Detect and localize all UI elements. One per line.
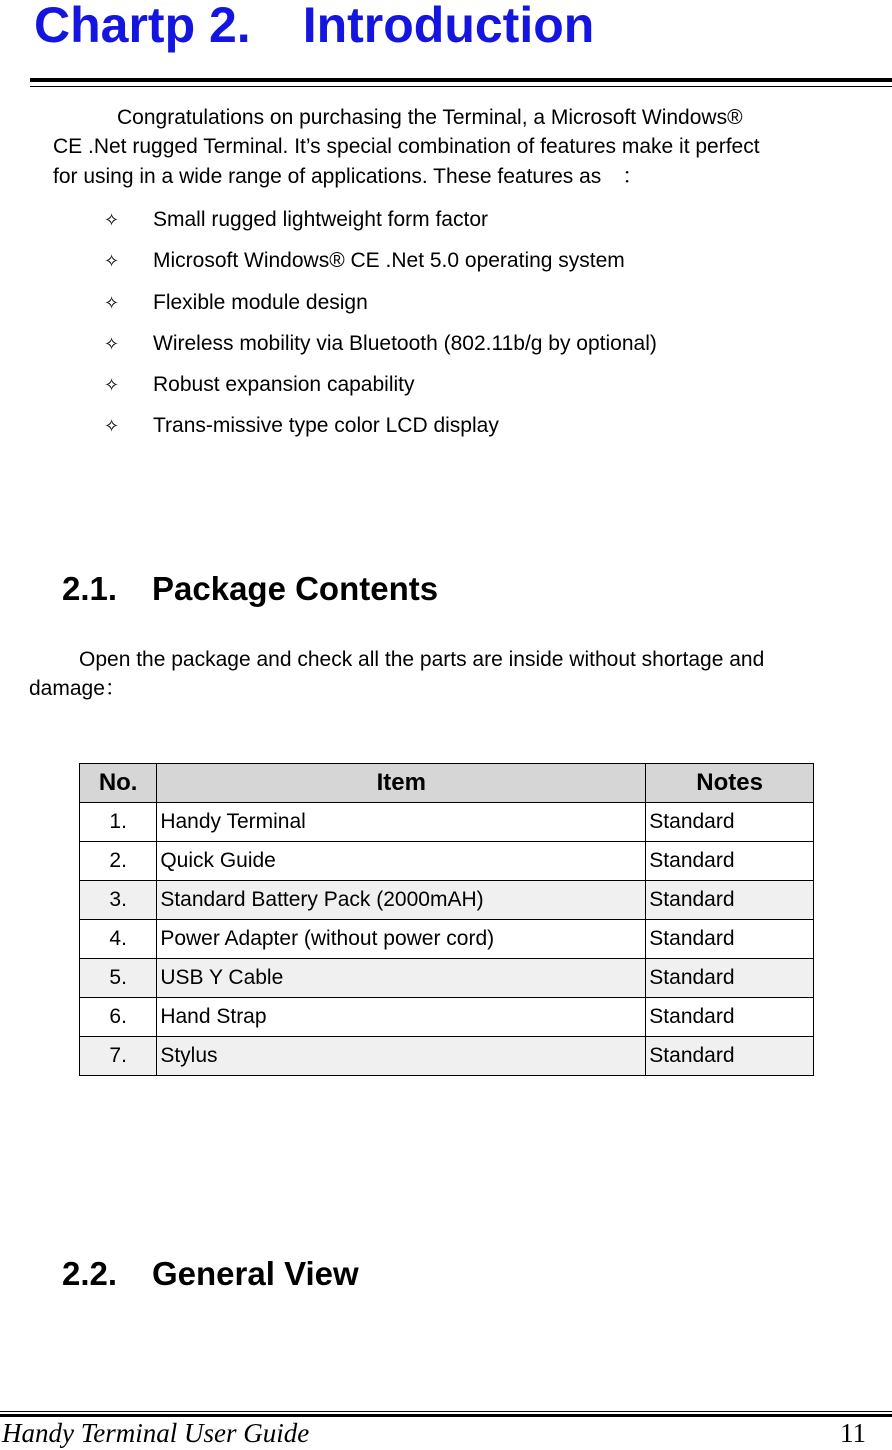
title-rule-thick (30, 78, 892, 82)
section-number: 2.1. (62, 570, 118, 607)
package-text-line-2: damage： (29, 677, 126, 700)
cell-notes: Standard (646, 842, 814, 881)
cell-no: 6. (80, 998, 157, 1037)
footer-rule-thick (0, 1414, 892, 1417)
cell-notes: Standard (646, 881, 814, 920)
feature-text: Flexible module design (153, 291, 368, 314)
cell-item: Stylus (157, 1037, 646, 1076)
feature-text: Wireless mobility via Bluetooth (802.11b/g by optional) (153, 332, 657, 355)
bullet-icon: ✧ (104, 334, 120, 355)
bullet-icon: ✧ (104, 251, 120, 272)
cell-notes: Standard (646, 1037, 814, 1076)
bullet-icon: ✧ (104, 210, 120, 231)
header-no: No. (80, 764, 157, 803)
package-text-line-1: Open the package and check all the parts are inside without shortage and (79, 648, 765, 671)
table-row (80, 881, 814, 920)
header-notes: Notes (646, 764, 814, 803)
intro-line-2: CE .Net rugged Terminal. It’s special combination of features make it perfect (53, 135, 760, 158)
cell-item: Hand Strap (157, 998, 646, 1037)
intro-line-3: for using in a wide range of applications. These features as ： (53, 165, 644, 188)
title-rule-thin (30, 86, 892, 87)
feature-text: Trans-missive type color LCD display (153, 414, 499, 437)
table-row (80, 803, 814, 842)
cell-item: Standard Battery Pack (2000mAH) (157, 881, 646, 920)
footer-rule-thin (0, 1411, 892, 1412)
feature-item (104, 370, 415, 401)
section-number: 2.2. (62, 1255, 118, 1292)
cell-no: 5. (80, 959, 157, 998)
feature-text: Robust expansion capability (153, 373, 415, 396)
footer-title: Handy Terminal User Guide (2, 1418, 310, 1448)
table-row (80, 842, 814, 881)
section-title: Package Contents (152, 570, 439, 607)
chapter-name: Introduction (302, 0, 595, 53)
feature-item (104, 246, 625, 277)
header-item: Item (157, 764, 646, 803)
section-heading-package (62, 569, 438, 609)
feature-item (104, 288, 368, 319)
chapter-title (34, 0, 594, 54)
cell-no: 1. (80, 803, 157, 842)
cell-notes: Standard (646, 803, 814, 842)
cell-notes: Standard (646, 959, 814, 998)
cell-item: USB Y Cable (157, 959, 646, 998)
bullet-icon: ✧ (104, 416, 120, 437)
cell-no: 7. (80, 1037, 157, 1076)
table-row (80, 959, 814, 998)
feature-text: Microsoft Windows® CE .Net 5.0 operating system (153, 249, 625, 272)
cell-no: 4. (80, 920, 157, 959)
cell-item: Handy Terminal (157, 803, 646, 842)
table-row (80, 920, 814, 959)
feature-item (104, 205, 488, 236)
intro-line-1: Congratulations on purchasing the Terminal, a Microsoft Windows® (117, 106, 743, 129)
feature-item (104, 329, 657, 360)
cell-item: Quick Guide (157, 842, 646, 881)
cell-item: Power Adapter (without power cord) (157, 920, 646, 959)
table-header-row (80, 764, 814, 803)
feature-text: Small rugged lightweight form factor (153, 208, 488, 231)
bullet-icon: ✧ (104, 293, 120, 314)
section-heading-general-view (62, 1254, 359, 1294)
table-row (80, 998, 814, 1037)
cell-notes: Standard (646, 920, 814, 959)
section-title: General View (152, 1255, 359, 1292)
table-row (80, 1037, 814, 1076)
package-contents-table (79, 763, 814, 1076)
cell-no: 2. (80, 842, 157, 881)
feature-item (104, 411, 499, 442)
chapter-number: Chartp 2. (34, 0, 251, 53)
cell-notes: Standard (646, 998, 814, 1037)
cell-no: 3. (80, 881, 157, 920)
page-number: 11 (840, 1418, 866, 1448)
bullet-icon: ✧ (104, 375, 120, 396)
